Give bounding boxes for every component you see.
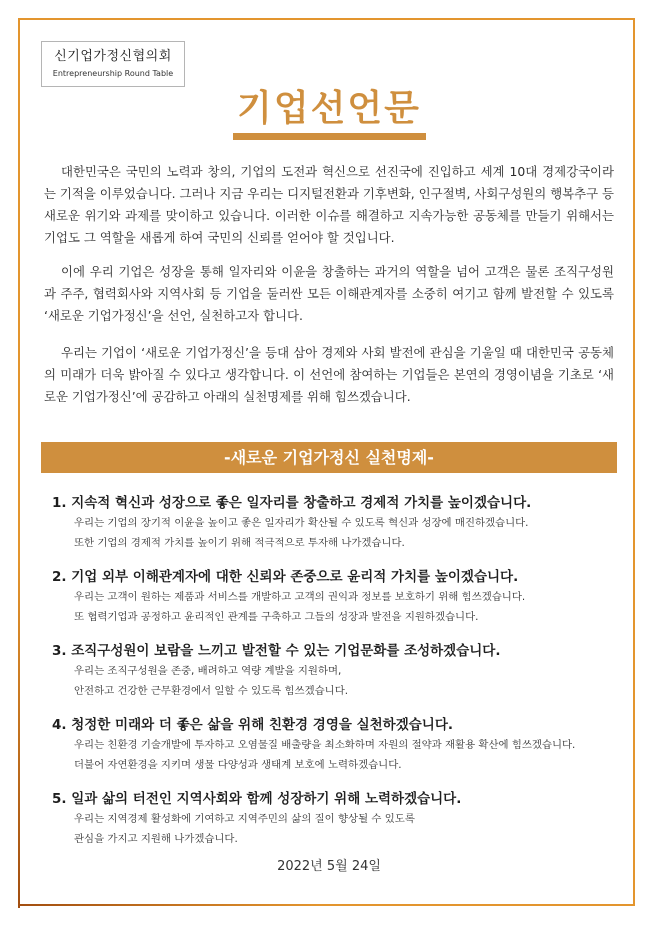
principle-heading: 3. 조직구성원이 보람을 느끼고 발전할 수 있는 기업문화를 조성하겠습니다. (52, 643, 501, 659)
principle-item (52, 641, 622, 701)
principle-item (52, 493, 622, 553)
organization-name-english: Entrepreneurship Round Table (52, 69, 174, 78)
title-underline (233, 133, 426, 140)
principles-list (52, 493, 622, 863)
principle-heading: 2. 기업 외부 이해관계자에 대한 신뢰와 존중으로 윤리적 가치를 높이겠습니다. (52, 569, 519, 585)
principle-detail: 우리는 고객이 원하는 제품과 서비스를 개발하고 고객의 권익과 정보를 보호하기 위해 힘쓰겠습니다. (74, 591, 526, 603)
principle-detail: 우리는 친환경 기술개발에 투자하고 오염물질 배출량을 최소화하며 자원의 절약과 재활용 확산에 힘쓰겠습니다. (74, 739, 576, 751)
declaration-date: 2022년 5월 24일 (277, 859, 381, 874)
principle-detail: 우리는 지역경제 활성화에 기여하고 지역주민의 삶의 질이 향상될 수 있도록 (74, 813, 415, 825)
principle-item (52, 789, 622, 849)
principle-heading: 4. 청정한 미래와 더 좋은 삶을 위해 친환경 경영을 실천하겠습니다. (52, 717, 454, 733)
principle-detail: 우리는 조직구성원을 존중, 배려하고 역량 계발을 지원하며, (74, 665, 342, 677)
principle-item (52, 567, 622, 627)
section-banner: -새로운 기업가정신 실천명제- (41, 442, 617, 473)
intro-paragraph-3: 우리는 기업이 ‘새로운 기업가정신’을 등대 삼아 경제와 사회 발전에 관심을 기울일 때 대한민국 공동체의 미래가 더욱 밝아질 수 있다고 생각합니다. 이 선언에 참여하는 기업들은 본연의 경영이념을 기초로 ‘새로운 기업가정신’에 공감하고 아래의 실천명제를 위해 힘쓰겠습니다. (44, 345, 614, 404)
intro-paragraph-2: 이에 우리 기업은 성장을 통해 일자리와 이윤을 창출하는 과거의 역할을 넘어 고객은 물론 조직구성원과 주주, 협력회사와 지역사회 등 기업을 둘러싼 모든 이해관계자를 소중히 여기고 함께 발전할 수 있도록 ‘새로운 기업가정신’을 선언, 실천하고자 합니다. (44, 264, 614, 323)
intro-paragraph-1: 대한민국은 국민의 노력과 창의, 기업의 도전과 혁신으로 선진국에 진입하고 세계 10대 경제강국이라는 기적을 이루었습니다. 그러나 지금 우리는 디지털전환과 기후변화, 인구절벽, 사회구성원의 행복추구 등 새로운 위기와 과제를 맞이하고 있습니다. 이러한 이슈를 해결하고 지속가능한 공동체를 만들기 위해서는 기업도 그 역할을 새롭게 하여 국민의 신뢰를 얻어야 할 것입니다. (44, 164, 614, 245)
principle-item (52, 715, 622, 775)
principle-detail: 더불어 자연환경을 지키며 생물 다양성과 생태계 보호에 노력하겠습니다. (74, 759, 402, 771)
principle-heading: 1. 지속적 혁신과 성장으로 좋은 일자리를 창출하고 경제적 가치를 높이겠습니다. (52, 495, 532, 511)
principle-detail: 관심을 가지고 지원해 나가겠습니다. (74, 833, 238, 845)
principle-detail: 우리는 기업의 장기적 이윤을 높이고 좋은 일자리가 확산될 수 있도록 혁신과 성장에 매진하겠습니다. (74, 517, 529, 529)
organization-logo-box (41, 41, 185, 87)
principle-detail: 또한 기업의 경제적 가치를 높이기 위해 적극적으로 투자해 나가겠습니다. (74, 537, 405, 549)
document-title: 기업선언문 (237, 88, 421, 129)
organization-name-korean: 신기업가정신협의회 (54, 49, 172, 64)
principle-detail: 또 협력기업과 공정하고 윤리적인 관계를 구축하고 그들의 성장과 발전을 지원하겠습니다. (74, 611, 479, 623)
principle-detail: 안전하고 건강한 근무환경에서 일할 수 있도록 힘쓰겠습니다. (74, 685, 349, 697)
principle-heading: 5. 일과 삶의 터전인 지역사회와 함께 성장하기 위해 노력하겠습니다. (52, 791, 462, 807)
